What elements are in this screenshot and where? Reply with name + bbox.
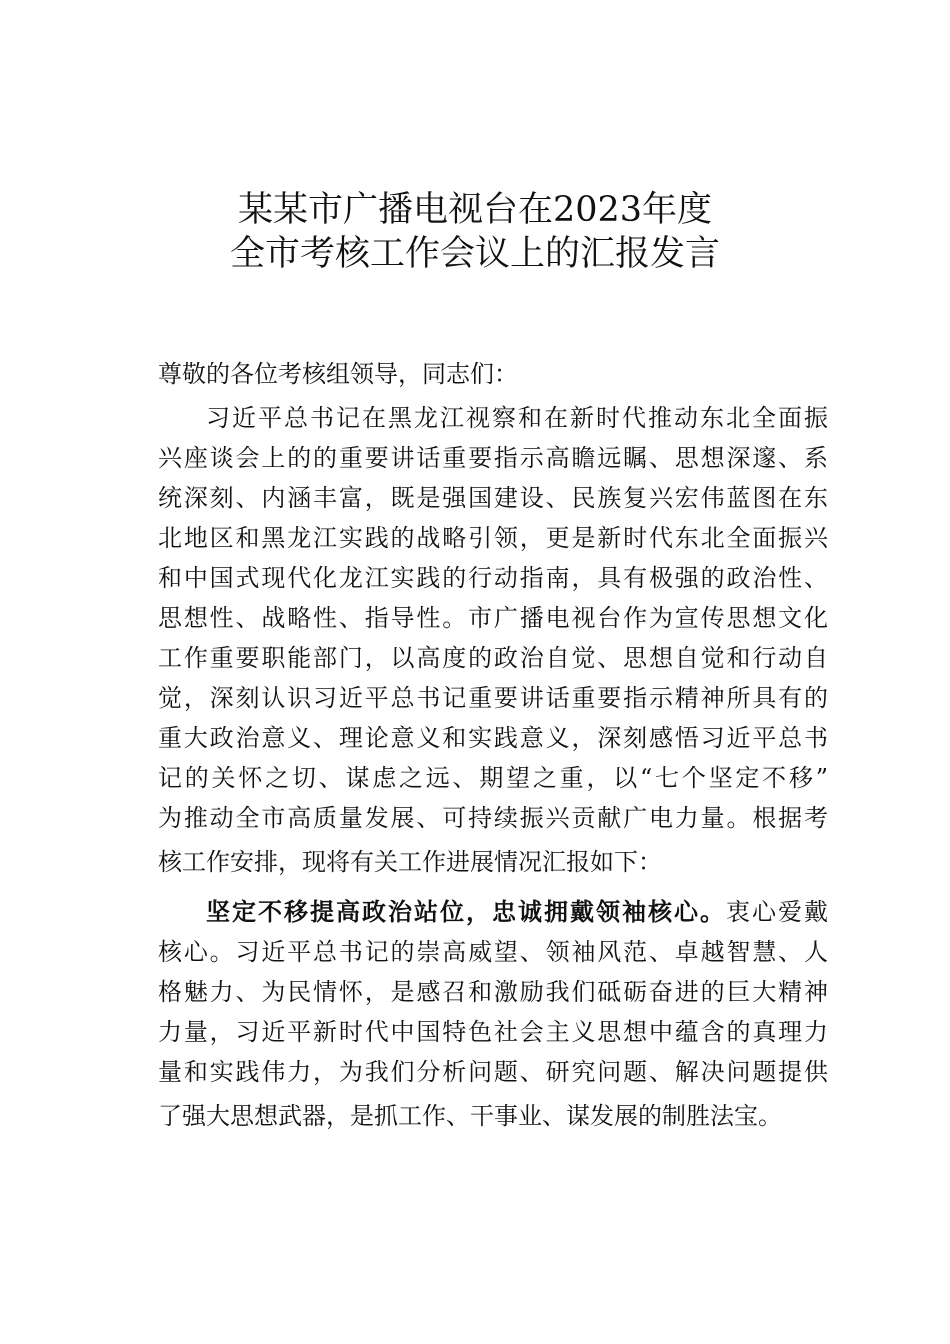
paragraph-2-first-line xyxy=(206,892,828,932)
paragraph-1-line: 工作重要职能部门，以高度的政治自觉、思想自觉和行动自 xyxy=(158,644,828,672)
paragraph-2-line: 了强大思想武器，是抓工作、干事业、谋发展的制胜法宝。 xyxy=(158,1102,782,1130)
paragraph-1-line: 和中国式现代化龙江实践的行动指南，具有极强的政治性、 xyxy=(158,564,828,592)
paragraph-1-line: 统深刻、内涵丰富，既是强国建设、民族复兴宏伟蓝图在东 xyxy=(158,484,828,512)
paragraph-1-line: 觉，深刻认识习近平总书记重要讲话重要指示精神所具有的 xyxy=(158,684,828,712)
paragraph-1-line: 记的关怀之切、谋虑之远、期望之重，以“七个坚定不移” xyxy=(158,764,828,792)
paragraph-1-line: 为推动全市高质量发展、可持续振兴贡献广电力量。根据考 xyxy=(158,804,828,832)
paragraph-1-line: 习近平总书记在黑龙江视察和在新时代推动东北全面振 xyxy=(206,404,828,432)
paragraph-1-line: 思想性、战略性、指导性。市广播电视台作为宣传思想文化 xyxy=(158,604,828,632)
paragraph-1-line: 重大政治意义、理论意义和实践意义，深刻感悟习近平总书 xyxy=(158,724,828,752)
salutation: 尊敬的各位考核组领导，同志们： xyxy=(158,360,518,388)
paragraph-2-heading: 坚定不移提高政治站位，忠诚拥戴领袖核心。 xyxy=(206,897,726,926)
paragraph-2-first-line-rest: 衷心爱戴 xyxy=(726,898,828,926)
paragraph-2-line: 力量，习近平新时代中国特色社会主义思想中蕴含的真理力 xyxy=(158,1018,828,1046)
document-title-line-1: 某某市广播电视台在2023年度 xyxy=(237,190,713,230)
paragraph-1-line: 北地区和黑龙江实践的战略引领，更是新时代东北全面振兴 xyxy=(158,524,828,552)
document-title-line-2: 全市考核工作会议上的汇报发言 xyxy=(229,234,720,274)
paragraph-1-line: 核工作安排，现将有关工作进展情况汇报如下： xyxy=(158,848,662,876)
paragraph-2-line: 核心。习近平总书记的崇高威望、领袖风范、卓越智慧、人 xyxy=(158,938,828,966)
paragraph-2-line: 格魅力、为民情怀，是感召和激励我们砥砺奋进的巨大精神 xyxy=(158,978,828,1006)
paragraph-2-line: 量和实践伟力，为我们分析问题、研究问题、解决问题提供 xyxy=(158,1058,828,1086)
paragraph-1-line: 兴座谈会上的的重要讲话重要指示高瞻远瞩、思想深邃、系 xyxy=(158,444,828,472)
